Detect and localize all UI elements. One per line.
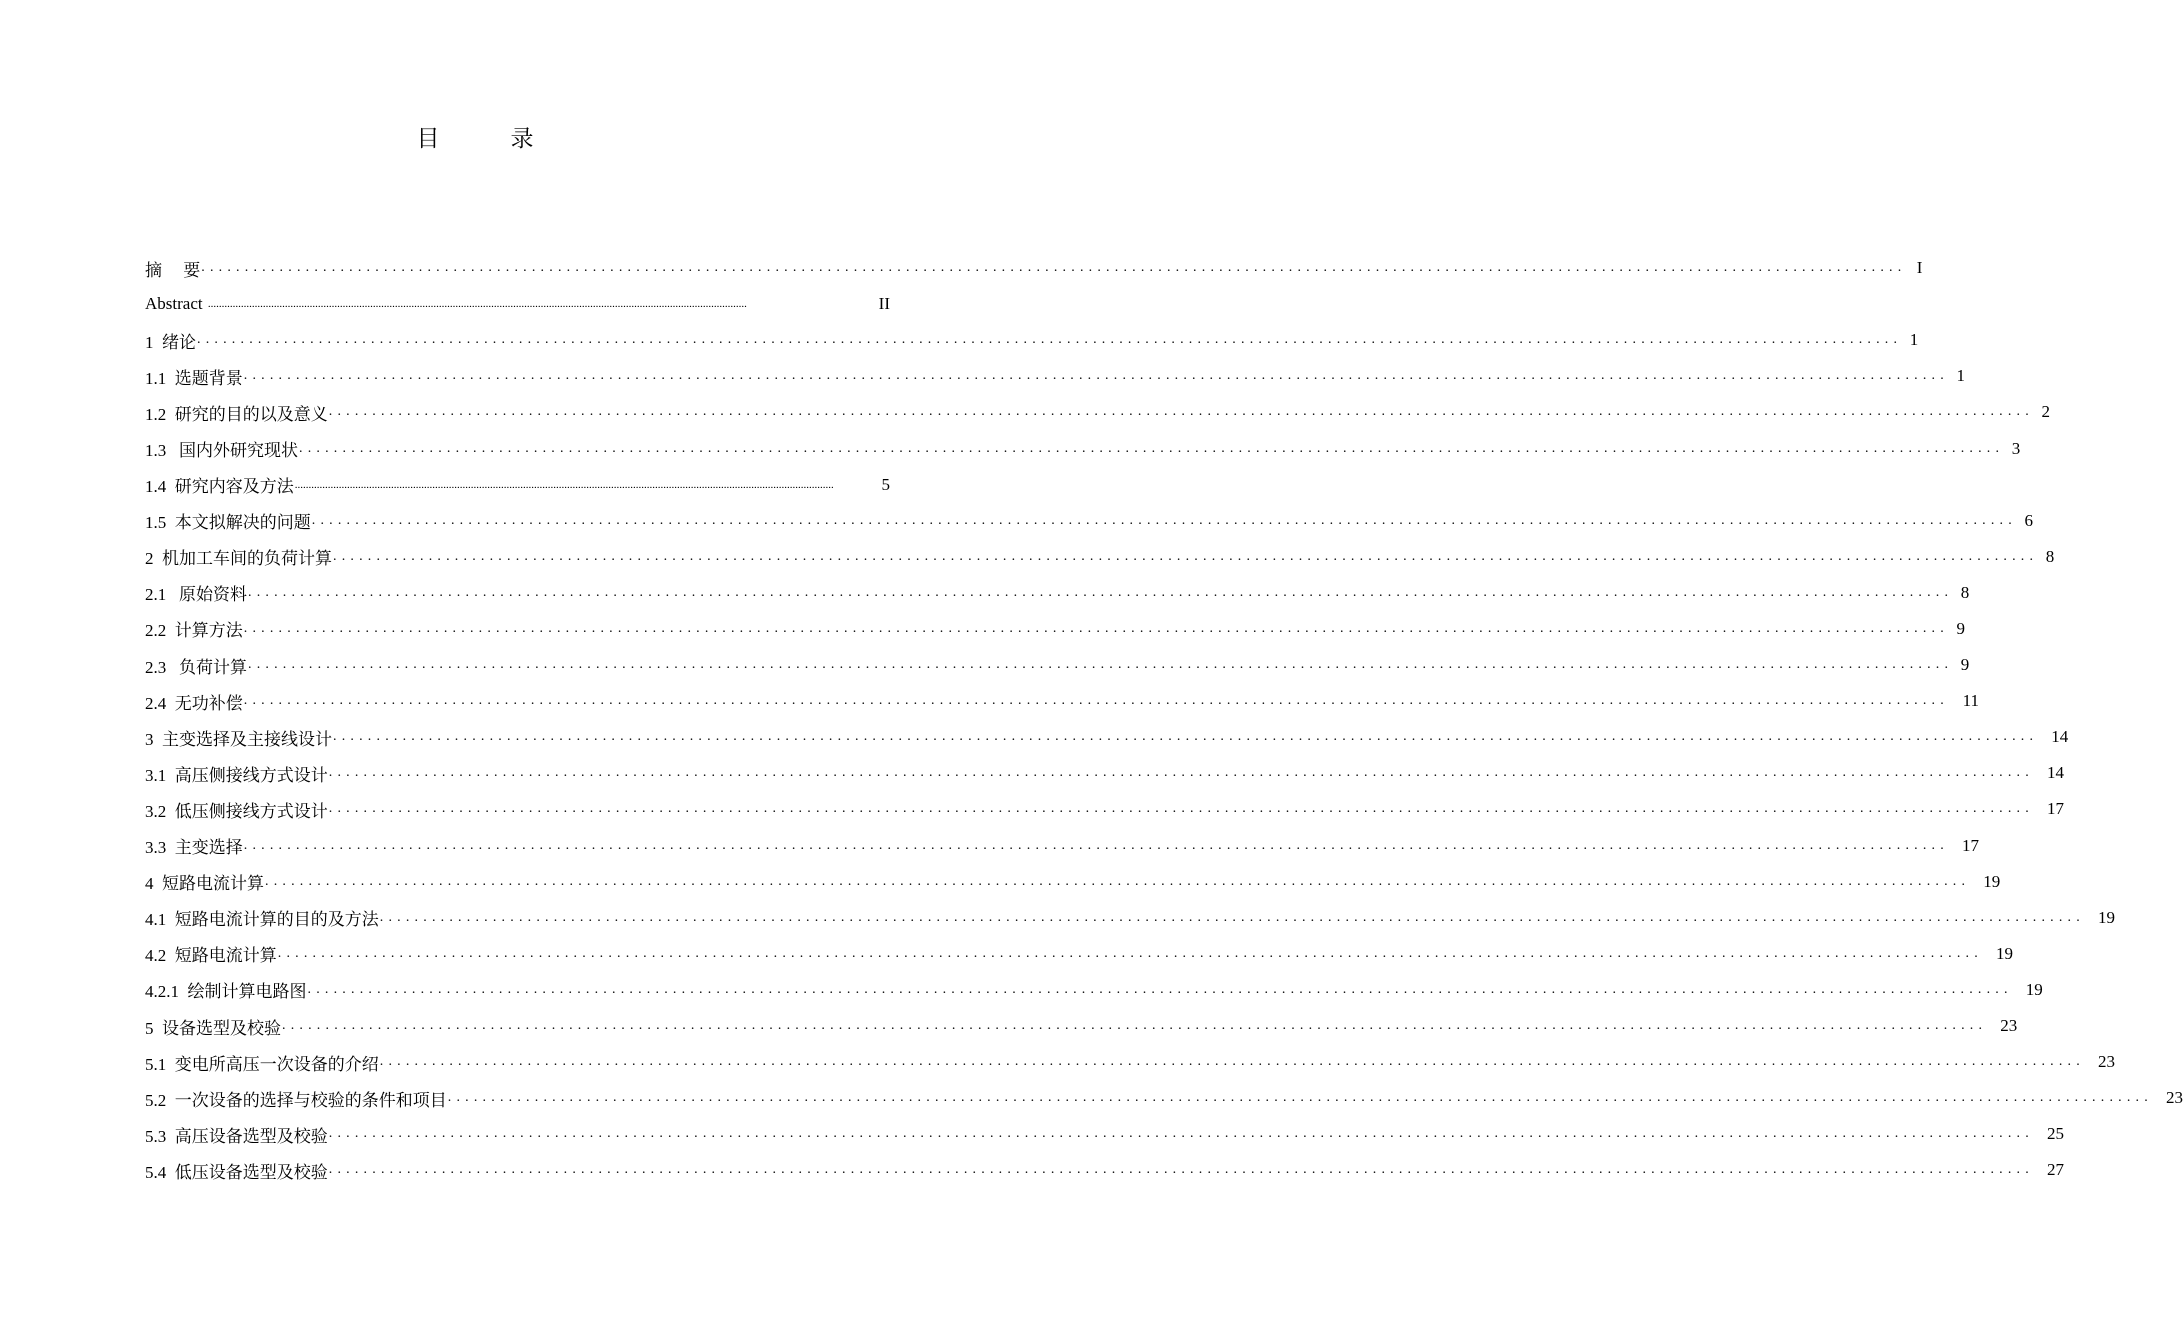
toc-entry-page: 8: [2045, 546, 2055, 566]
toc-entry-18[interactable]: [145, 864, 2001, 900]
toc-dot-leader: ....................................................................................................................................................................................................: [328, 1162, 2034, 1178]
toc-entry-24[interactable]: [145, 1080, 2183, 1116]
toc-entry-label: 3.3 主变选择: [145, 838, 243, 858]
toc-dot-leader: ....................................................................................................................................................................................................: [265, 873, 1971, 889]
toc-dot-leader: ....................................................................................................................................................................................................: [328, 1126, 2034, 1142]
toc-entry-4[interactable]: [145, 358, 1965, 394]
toc-dot-leader: ....................................................................................................................................................................................................: [197, 332, 1903, 348]
toc-dot-leader: ....................................................................................................................................................................................................: [282, 1018, 1988, 1034]
toc-dot-leader: ....................................................................................................................................................................................................: [333, 548, 2039, 564]
toc-entry-7[interactable]: [145, 467, 890, 503]
toc-entry-label: 4.1 短路电流计算的目的及方法: [145, 910, 379, 930]
toc-entry-5[interactable]: [145, 394, 2050, 430]
toc-dot-leader: ....................................................................................................................................................................................................: [201, 260, 1907, 276]
toc-entry-page: 17: [2046, 799, 2064, 819]
toc-dot-leader: ....................................................................................................................................................................................................: [333, 729, 2039, 745]
toc-entry-page: II: [878, 294, 890, 314]
toc-entry-13[interactable]: [145, 683, 1979, 719]
toc-entry-9[interactable]: [145, 539, 2055, 575]
toc-entry-label: 1.4 研究内容及方法: [145, 477, 294, 497]
toc-entry-label: 2.2 计算方法: [145, 621, 243, 641]
toc-dot-leader: ....................................................................................................................................................................................................: [299, 440, 2005, 456]
toc-entry-8[interactable]: [145, 503, 2033, 539]
toc-entry-label: 5.1 变电所高压一次设备的介绍: [145, 1054, 379, 1074]
toc-entry-label: 2.3 负荷计算: [145, 657, 247, 677]
toc-entry-page: 19: [2025, 979, 2043, 999]
toc-entry-26[interactable]: [145, 1152, 2064, 1188]
toc-entry-page: 8: [1960, 582, 1970, 602]
toc-entry-label: 3 主变选择及主接线设计: [145, 729, 332, 749]
toc-entry-12[interactable]: [145, 647, 1970, 683]
toc-entry-page: 19: [2097, 907, 2115, 927]
toc-entry-page: 23: [2000, 1016, 2018, 1036]
toc-dot-leader: ....................................................................................................................................................................................................: [248, 584, 1954, 600]
toc-entry-page: 1: [1909, 330, 1919, 350]
toc-dot-leader: ....................................................................................................................................................................................................: [243, 620, 1949, 636]
toc-entry-page: 27: [2046, 1160, 2064, 1180]
toc-entry-page: 1: [1956, 366, 1965, 386]
toc-entry-page: 14: [2051, 727, 2069, 747]
toc-entry-page: 23: [2097, 1052, 2115, 1072]
toc-entry-17[interactable]: [145, 828, 1979, 864]
toc-entry-22[interactable]: [145, 1008, 2018, 1044]
toc-entry-6[interactable]: [145, 430, 2021, 466]
toc-dot-leader: ....................................................................................................................................................................................................: [328, 801, 2034, 817]
toc-entry-page: 6: [2024, 510, 2033, 530]
toc-dot-leader: ....................................................................................................................................................................................................: [307, 981, 2013, 997]
toc-entry-label: 1.3 国内外研究现状: [145, 441, 298, 461]
toc-entry-page: 14: [2046, 763, 2064, 783]
toc-entry-label: 4 短路电流计算: [145, 874, 264, 894]
toc-entry-page: 11: [1962, 691, 1979, 711]
toc-entry-10[interactable]: [145, 575, 1970, 611]
toc-entry-page: 19: [1995, 943, 2013, 963]
toc-entry-label: 2.4 无功补偿: [145, 693, 243, 713]
toc-entry-page: 17: [1961, 835, 1979, 855]
page-title: 目 录: [416, 126, 558, 152]
toc-entry-2[interactable]: [145, 286, 890, 322]
toc-dot-leader: ....................................................................................................................................................................................................: [379, 909, 2085, 925]
toc-dot-leader: ....................................................................................................................................................................................................: [311, 512, 2017, 528]
toc-entry-label: 摘 要: [145, 260, 201, 280]
toc-entry-16[interactable]: [145, 791, 2064, 827]
toc-dot-leader: ....................................................................................................................................................................................................: [328, 765, 2034, 781]
toc-entry-21[interactable]: [145, 972, 2043, 1008]
toc-entry-page: 9: [1956, 618, 1965, 638]
toc-dot-leader: ....................................................................................................................................................................................................: [248, 657, 1954, 673]
toc-entry-1[interactable]: [145, 250, 1923, 286]
toc-entry-page: 25: [2046, 1124, 2064, 1144]
toc-entry-page: 2: [2041, 402, 2050, 422]
toc-dot-leader: ....................................................................................................................................................................................................: [294, 478, 834, 491]
toc-entry-label: 3.2 低压侧接线方式设计: [145, 801, 328, 821]
toc-entry-page: 23: [2165, 1088, 2183, 1108]
toc-entry-3[interactable]: [145, 322, 1919, 358]
toc-dot-leader: ....................................................................................................................................................................................................: [207, 298, 747, 311]
toc-entry-19[interactable]: [145, 900, 2115, 936]
table-of-contents: [145, 250, 2183, 1188]
toc-entry-label: 1.5 本文拟解决的问题: [145, 513, 311, 533]
toc-entry-page: 9: [1960, 655, 1970, 675]
toc-entry-11[interactable]: [145, 611, 1965, 647]
toc-entry-label: 5 设备选型及校验: [145, 1018, 281, 1038]
toc-entry-label: 1.2 研究的目的以及意义: [145, 404, 328, 424]
toc-dot-leader: ....................................................................................................................................................................................................: [328, 404, 2034, 420]
toc-entry-15[interactable]: [145, 755, 2064, 791]
toc-dot-leader: ....................................................................................................................................................................................................: [447, 1090, 2153, 1106]
toc-entry-page: 5: [881, 474, 890, 494]
toc-dot-leader: ....................................................................................................................................................................................................: [243, 368, 1949, 384]
toc-entry-25[interactable]: [145, 1116, 2064, 1152]
toc-entry-label: 5.4 低压设备选型及校验: [145, 1162, 328, 1182]
toc-entry-page: 19: [1983, 871, 2001, 891]
toc-entry-20[interactable]: [145, 936, 2013, 972]
toc-entry-label: 3.1 高压侧接线方式设计: [145, 765, 328, 785]
toc-entry-label: 2.1 原始资料: [145, 585, 247, 605]
toc-entry-label: Abstract: [145, 294, 207, 314]
toc-entry-label: 5.2 一次设备的选择与校验的条件和项目: [145, 1090, 447, 1110]
toc-entry-label: 4.2 短路电流计算: [145, 946, 277, 966]
toc-dot-leader: ....................................................................................................................................................................................................: [243, 693, 1949, 709]
toc-dot-leader: ....................................................................................................................................................................................................: [379, 1054, 2085, 1070]
toc-entry-label: 2 机加工车间的负荷计算: [145, 549, 332, 569]
toc-entry-page: 3: [2011, 438, 2021, 458]
toc-entry-label: 1 绪论: [145, 332, 196, 352]
toc-entry-23[interactable]: [145, 1044, 2115, 1080]
toc-entry-page: I: [1916, 258, 1923, 278]
toc-entry-label: 4.2.1 绘制计算电路图: [145, 982, 307, 1002]
toc-dot-leader: ....................................................................................................................................................................................................: [277, 945, 1983, 961]
toc-entry-label: 5.3 高压设备选型及校验: [145, 1126, 328, 1146]
toc-dot-leader: ....................................................................................................................................................................................................: [243, 837, 1949, 853]
toc-entry-14[interactable]: [145, 719, 2069, 755]
toc-entry-label: 1.1 选题背景: [145, 368, 243, 388]
